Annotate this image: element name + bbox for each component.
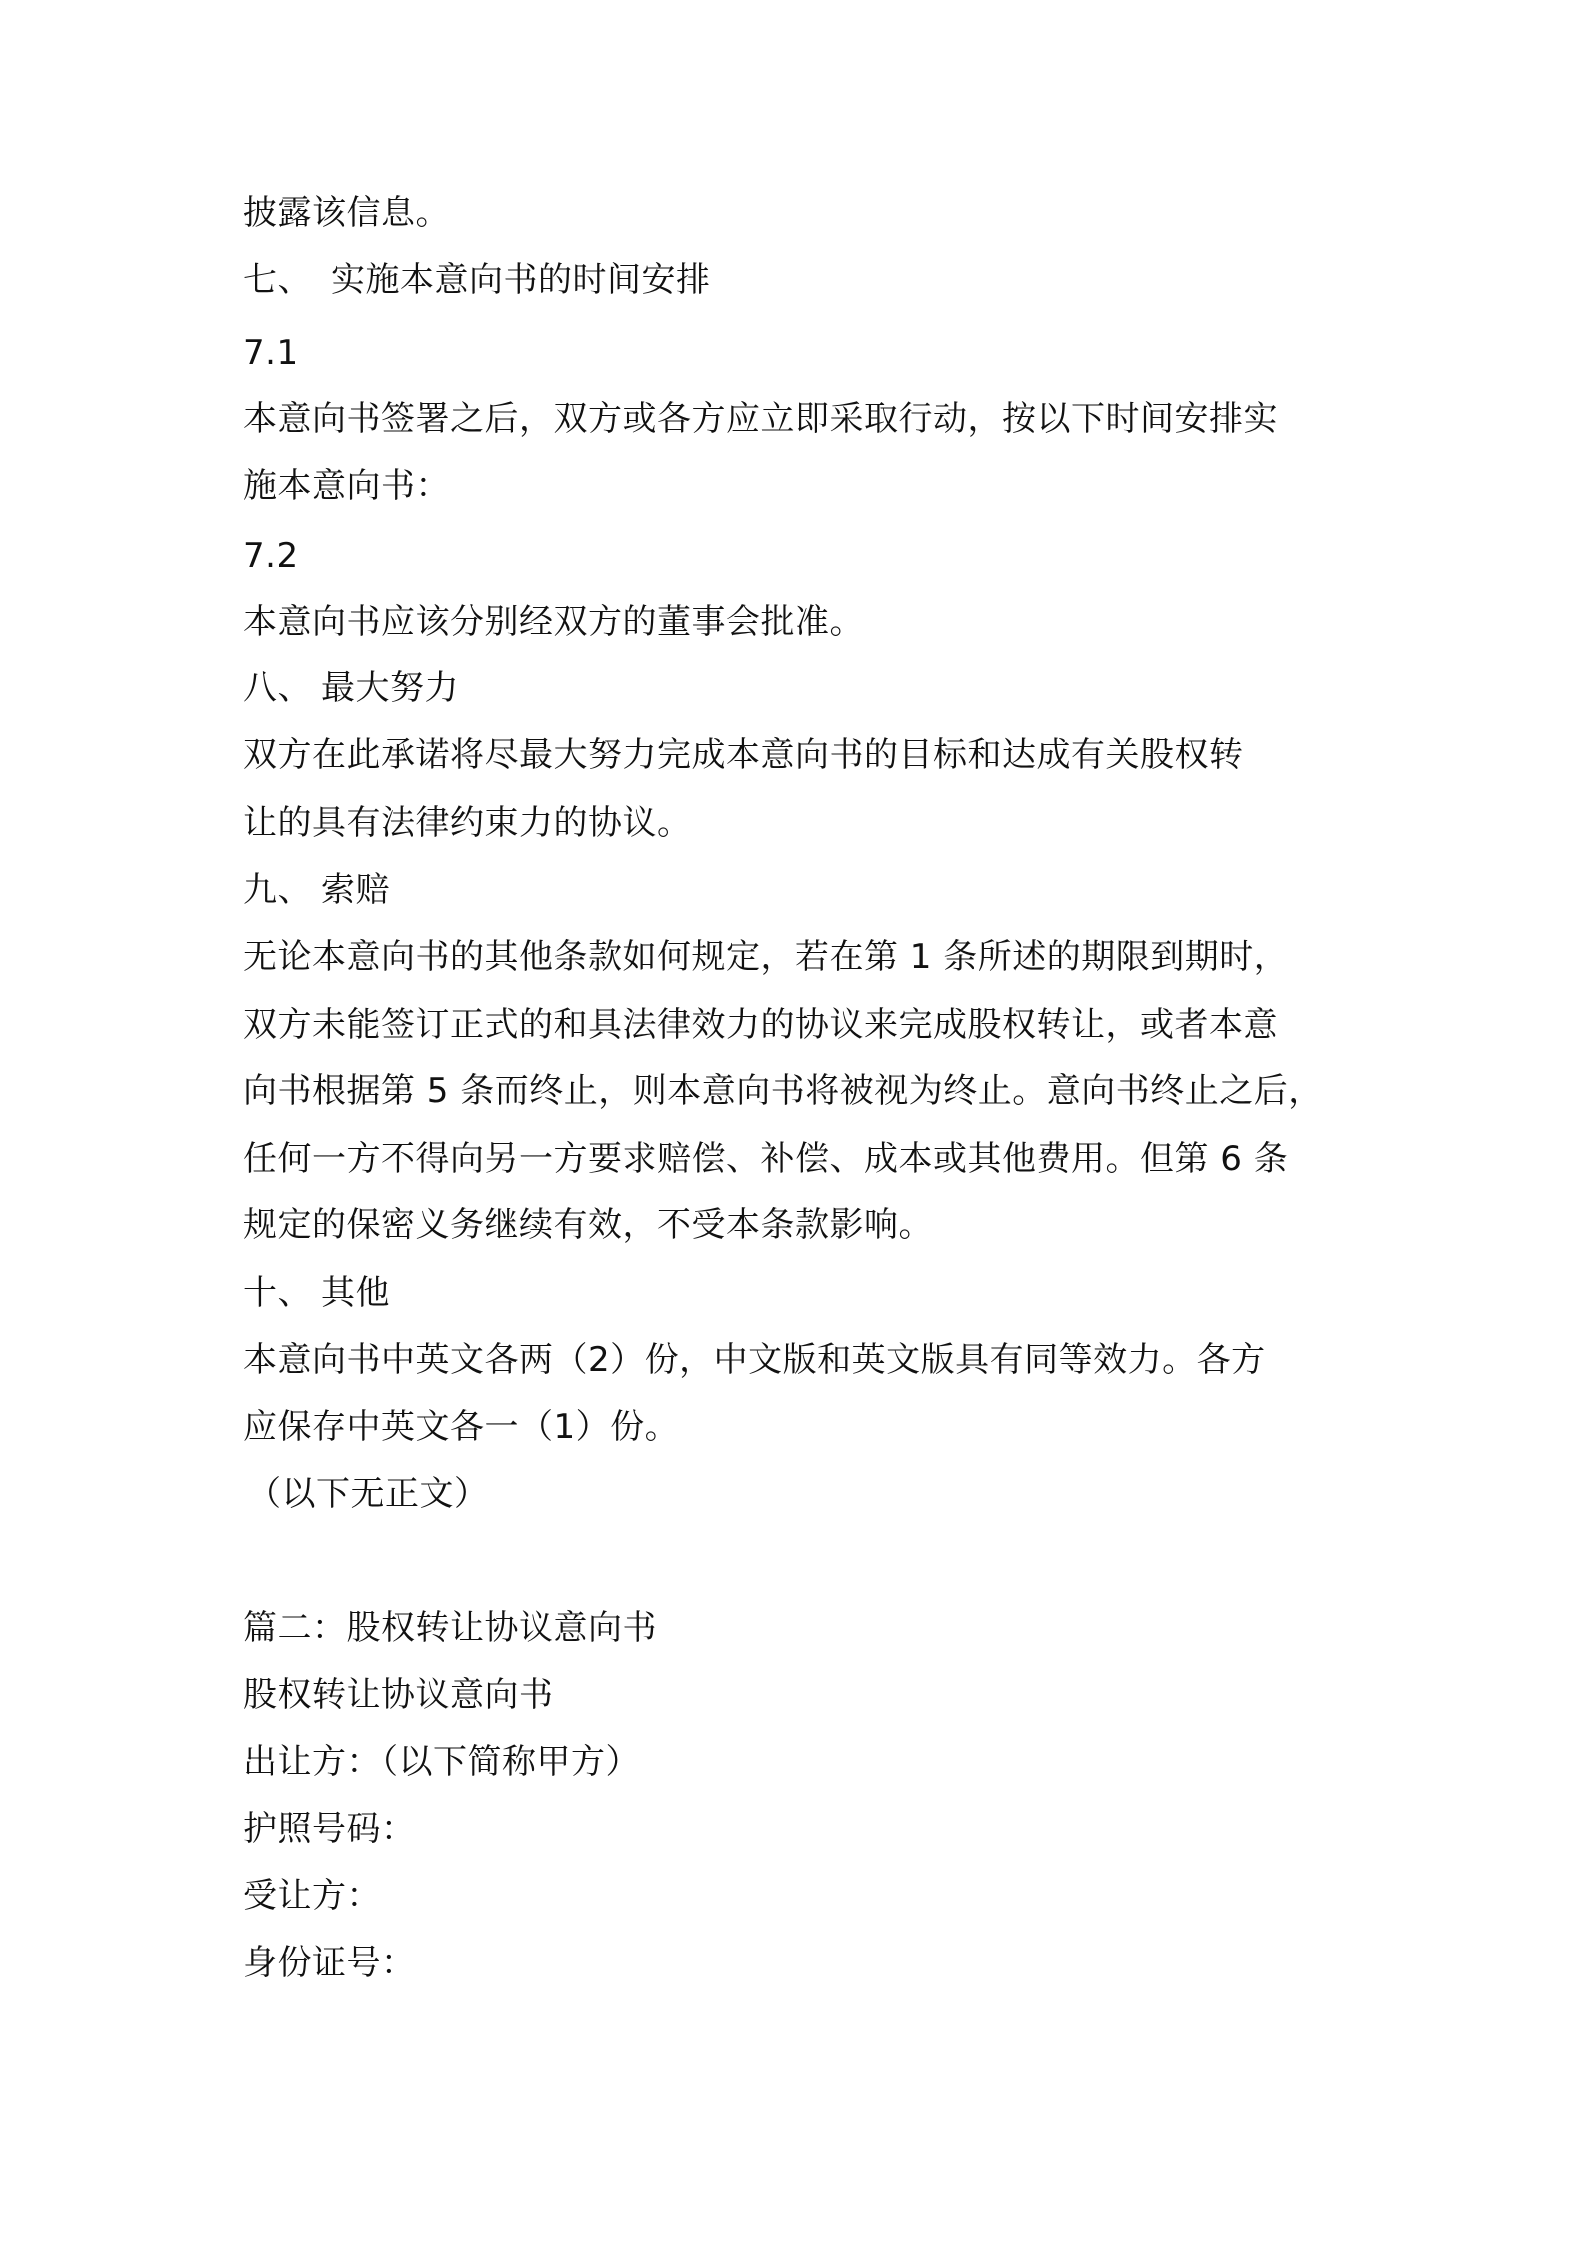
paragraph-line: 施本意向书： (243, 466, 450, 506)
paragraph-line: 本意向书应该分别经双方的董事会批准。 (243, 602, 864, 642)
transferee-field: 受让方： (243, 1876, 381, 1916)
section-heading-8 (243, 667, 459, 709)
section-heading-9 (243, 869, 390, 911)
section-title: 索赔 (321, 870, 390, 910)
paragraph-line: 无论本意向书的其他条款如何规定，若在第 1 条所述的期限到期时， (243, 937, 1289, 977)
section-heading-7 (243, 259, 711, 301)
no-further-text-note: （以下无正文） (247, 1474, 489, 1514)
paragraph-line: 规定的保密义务继续有效，不受本条款影响。 (243, 1205, 933, 1245)
transferor-field: 出让方：（以下简称甲方） (243, 1742, 640, 1782)
section-title: 实施本意向书的时间安排 (331, 260, 711, 300)
paragraph-line: 让的具有法律约束力的协议。 (243, 803, 692, 843)
paragraph-line: 双方未能签订正式的和具法律效力的协议来完成股权转让，或者本意 (243, 1005, 1278, 1045)
paragraph-line: 本意向书中英文各两（2）份，中文版和英文版具有同等效力。各方 (243, 1340, 1266, 1380)
clause-number: 7.2 (243, 536, 299, 576)
section-title: 最大努力 (321, 668, 459, 708)
agreement-title: 股权转让协议意向书 (243, 1675, 554, 1715)
paragraph-line: 披露该信息。 (243, 193, 450, 233)
id-number-field: 身份证号： (243, 1943, 416, 1983)
section-number: 八、 (243, 668, 312, 708)
paragraph-line: 双方在此承诺将尽最大努力完成本意向书的目标和达成有关股权转 (243, 735, 1244, 775)
paragraph-line: 向书根据第 5 条而终止，则本意向书将被视为终止。意向书终止之后， (243, 1071, 1323, 1111)
section-number: 十、 (243, 1273, 312, 1313)
passport-number-field: 护照号码： (243, 1809, 416, 1849)
section-heading-10 (243, 1272, 390, 1314)
clause-number: 7.1 (243, 333, 299, 373)
section-title: 其他 (321, 1273, 390, 1313)
paragraph-line: 任何一方不得向另一方要求赔偿、补偿、成本或其他费用。但第 6 条 (243, 1139, 1289, 1179)
paragraph-line: 本意向书签署之后，双方或各方应立即采取行动，按以下时间安排实 (243, 399, 1278, 439)
section-number: 七、 (243, 260, 312, 300)
part-two-title: 篇二：股权转让协议意向书 (243, 1608, 657, 1648)
section-number: 九、 (243, 870, 312, 910)
paragraph-line: 应保存中英文各一（1）份。 (243, 1407, 680, 1447)
